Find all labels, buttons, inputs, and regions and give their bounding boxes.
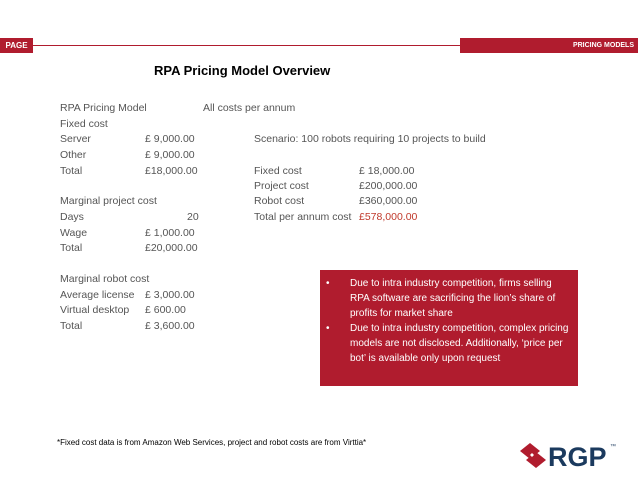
bullet-text: Due to intra industry competition, firms selling RPA software are sacrificing the lion’s share of profits for market share xyxy=(350,278,556,319)
project-cost-title: Marginal project cost xyxy=(60,195,157,207)
bullet-marker: • xyxy=(326,323,330,334)
row-value: £360,000.00 xyxy=(359,195,418,207)
bullet-marker: • xyxy=(326,278,330,289)
logo-trademark: ™ xyxy=(610,444,616,450)
row-value: £200,000.00 xyxy=(359,180,418,192)
table-heading: RPA Pricing Model xyxy=(60,102,147,114)
row-value: £ 3,600.00 xyxy=(145,320,195,332)
row-label: Total xyxy=(60,320,83,332)
key-points-box xyxy=(320,270,578,386)
row-value: £ 9,000.00 xyxy=(145,149,195,161)
bullet-item xyxy=(326,276,570,321)
robot-cost-title: Marginal robot cost xyxy=(60,273,150,285)
rgp-logo xyxy=(518,438,618,472)
row-label: Fixed cost xyxy=(254,165,302,177)
row-value: £ 9,000.00 xyxy=(145,133,195,145)
bullet-item xyxy=(326,321,570,366)
slide-title: RPA Pricing Model Overview xyxy=(154,63,331,78)
row-label: Wage xyxy=(60,227,88,239)
row-label: Days xyxy=(60,211,84,223)
total-label: Total per annum cost xyxy=(254,211,352,223)
row-label: Total xyxy=(60,242,83,254)
logo-text: RGP xyxy=(548,442,607,472)
row-value: 20 xyxy=(187,211,199,223)
row-label: Other xyxy=(60,149,87,161)
row-value: £ 1,000.00 xyxy=(145,227,195,239)
row-label: Average license xyxy=(60,289,135,301)
footnote: *Fixed cost data is from Amazon Web Services, project and robot costs are from Virttia* xyxy=(57,438,367,447)
page-number-tab: PAGE 14 xyxy=(0,38,33,53)
row-label: Virtual desktop xyxy=(60,304,130,316)
row-value: £ 3,000.00 xyxy=(145,289,195,301)
total-value: £578,000.00 xyxy=(359,211,418,223)
row-label: Server xyxy=(60,133,91,145)
section-tab: PRICING MODELS xyxy=(460,38,638,53)
row-value: £ 18,000.00 xyxy=(359,165,415,177)
scenario-title: Scenario: 100 robots requiring 10 projects to build xyxy=(254,133,486,145)
row-label: Total xyxy=(60,165,83,177)
table-heading-note: All costs per annum xyxy=(203,102,296,114)
bullet-text: Due to intra industry competition, complex pricing models are not disclosed. Additionally, ‘price per bot’ is available only upon request xyxy=(350,323,569,364)
row-label: Robot cost xyxy=(254,195,305,207)
logo-mark-icon xyxy=(520,443,546,468)
row-label: Project cost xyxy=(254,180,309,192)
header-rule xyxy=(33,45,460,46)
row-value: £ 600.00 xyxy=(145,304,186,316)
row-value: £18,000.00 xyxy=(145,165,198,177)
fixed-cost-title: Fixed cost xyxy=(60,118,108,130)
row-value: £20,000.00 xyxy=(145,242,198,254)
